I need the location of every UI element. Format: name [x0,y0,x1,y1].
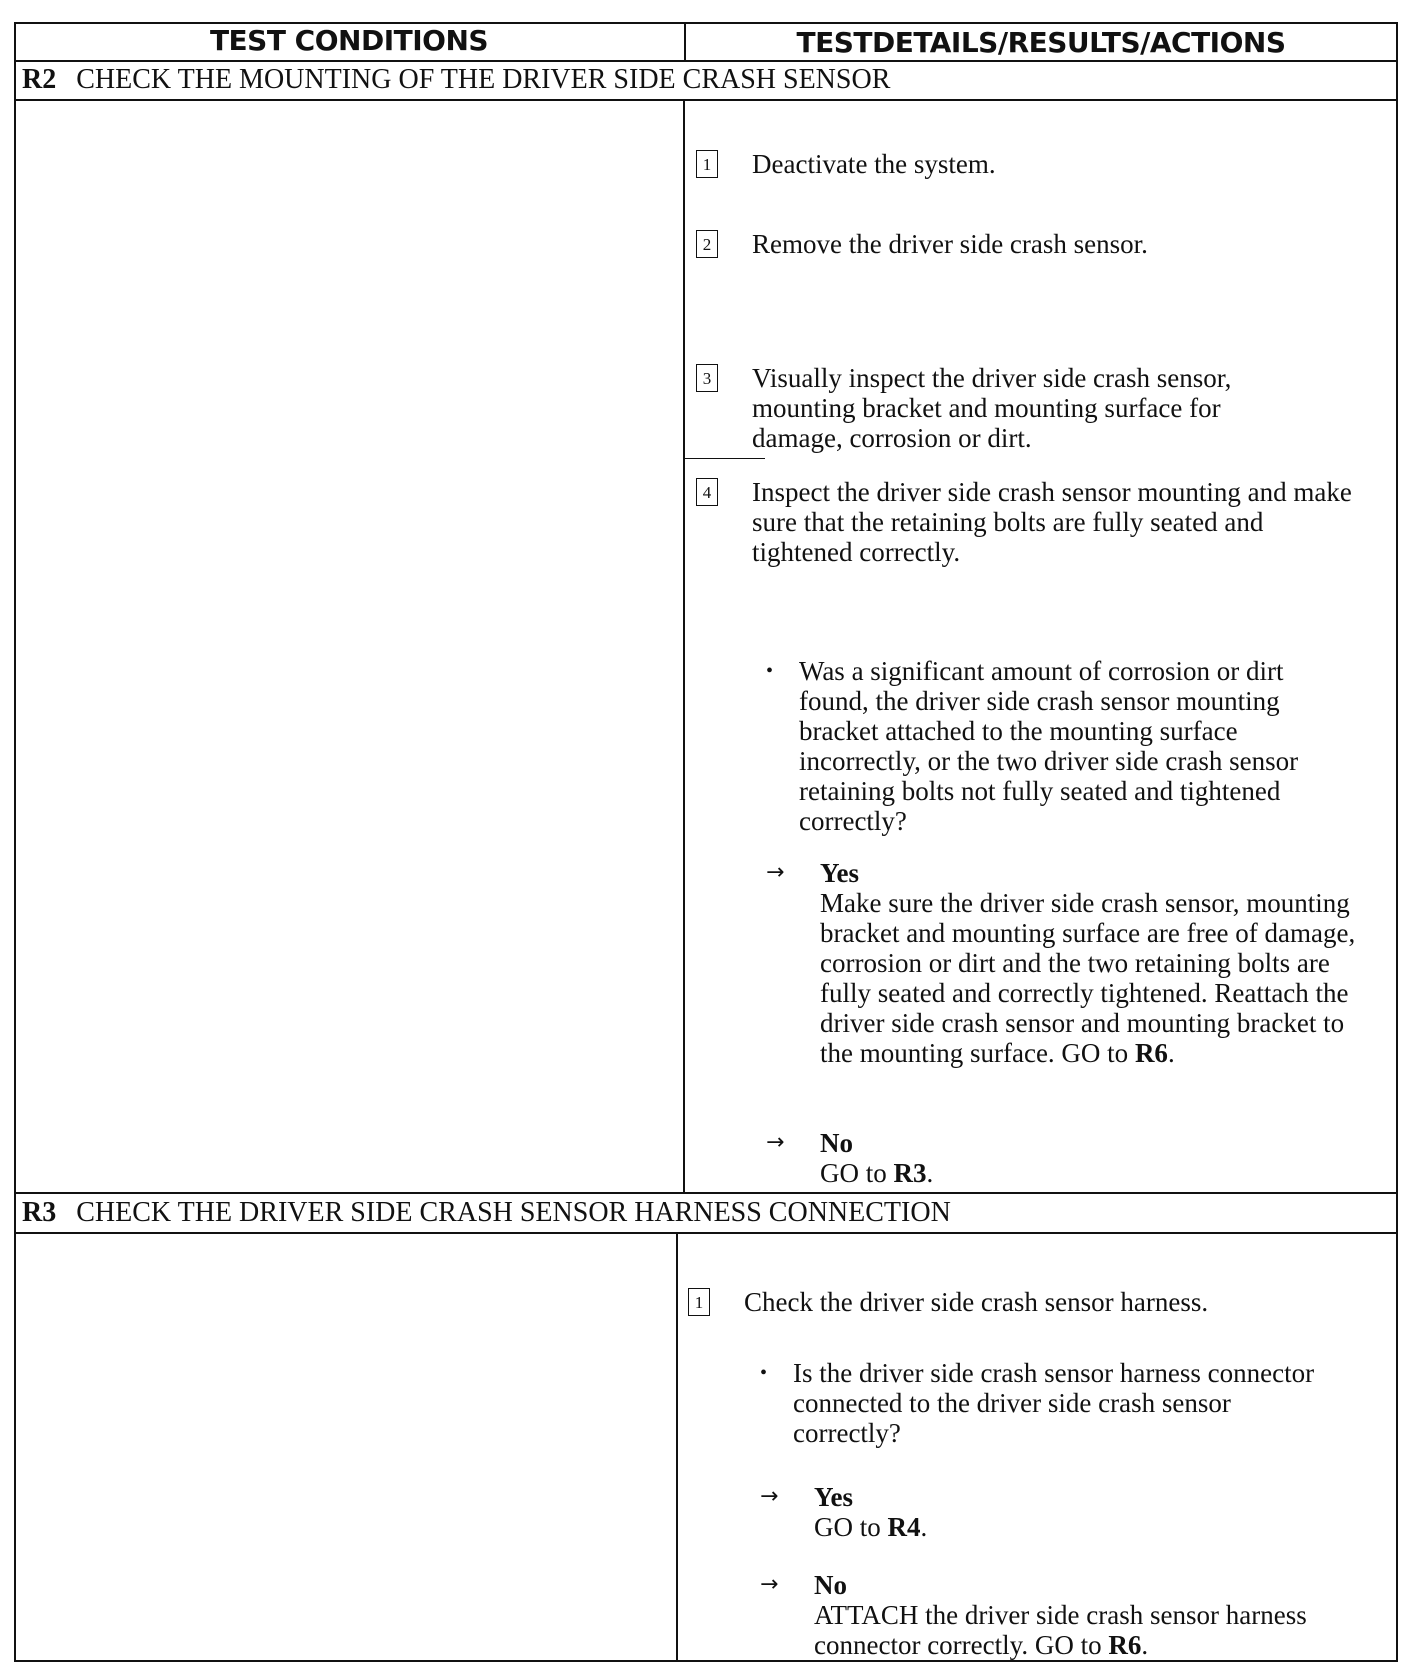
step-number-box: 2 [696,230,718,258]
question-text: Is the driver side crash sensor harness connector connected to the driver side crash sensor correctly? [793,1358,1315,1448]
diagnostic-table [14,22,1398,1662]
step-text: Visually inspect the driver side crash sensor, mounting bracket and mounting surface for damage, corrosion or dirt. [752,363,1232,453]
no-label: No [814,1570,847,1600]
arrow-right-icon: → [760,1484,779,1509]
step-text: Inspect the driver side crash sensor mounting and make sure that the retaining bolts are fully seated and tightened correctly. [752,477,1352,567]
goto-ref: R3 [893,1158,927,1188]
r2-title: CHECK THE MOUNTING OF THE DRIVER SIDE CRASH SENSOR [76,64,891,95]
yes-label: Yes [820,858,859,888]
no-text: GO to R3. [820,1158,934,1188]
header-rule [14,60,1398,62]
bullet-icon: • [766,660,774,682]
yes-label: Yes [814,1482,853,1512]
arrow-right-icon: → [766,1130,785,1155]
arrow-right-icon: → [766,860,785,885]
bullet-icon: • [760,1362,768,1384]
table-border-bottom [14,1660,1398,1662]
column-divider-r3 [676,1232,678,1662]
r3-code: R3 [22,1197,57,1228]
goto-ref: R4 [887,1512,921,1542]
r3-title-rule [14,1232,1398,1234]
step-text: Remove the driver side crash sensor. [752,229,1148,259]
r2-section-title [22,64,890,96]
step-text: Deactivate the system. [752,149,996,179]
step-number-box: 4 [696,478,718,506]
table-border-left [14,22,16,1662]
table-border-right [1396,22,1398,1662]
header-test-details: TESTDETAILS/RESULTS/ACTIONS [796,26,1286,59]
no-text: ATTACH the driver side crash sensor harness connector correctly. GO to R6. [814,1600,1307,1660]
r3-top-rule [14,1192,1398,1194]
goto-ref: R6 [1108,1630,1142,1660]
step-text: Check the driver side crash sensor harness. [744,1287,1209,1317]
yes-text: GO to R4. [814,1512,928,1542]
step-number-box: 3 [696,364,718,392]
r3-title: CHECK THE DRIVER SIDE CRASH SENSOR HARNESS CONNECTION [76,1197,951,1228]
step-number-box: 1 [696,150,718,178]
yes-text: Make sure the driver side crash sensor, mounting bracket and mounting surface are free of damage, corrosion or dirt and the two retaining bolts are fully seated and correctly tightened. Reattach the driver side crash sensor and mounting bracket to the mounting surface. GO to R6. [820,888,1356,1068]
header-test-conditions: TEST CONDITIONS [209,24,489,57]
arrow-right-icon: → [760,1572,779,1597]
r3-section-title [22,1197,951,1229]
column-divider-r2 [683,99,685,1194]
r2-code: R2 [22,64,57,95]
r2-title-rule [14,99,1398,101]
question-text: Was a significant amount of corrosion or dirt found, the driver side crash sensor mounting bracket attached to the mounting surface incorrectly, or the two driver side crash sensor retaining bolts not fully seated and tightened correctly? [799,656,1299,836]
r2-step-rule [685,458,765,459]
goto-ref: R6 [1134,1038,1168,1068]
step-number-box: 1 [688,1288,710,1316]
no-label: No [820,1128,853,1158]
